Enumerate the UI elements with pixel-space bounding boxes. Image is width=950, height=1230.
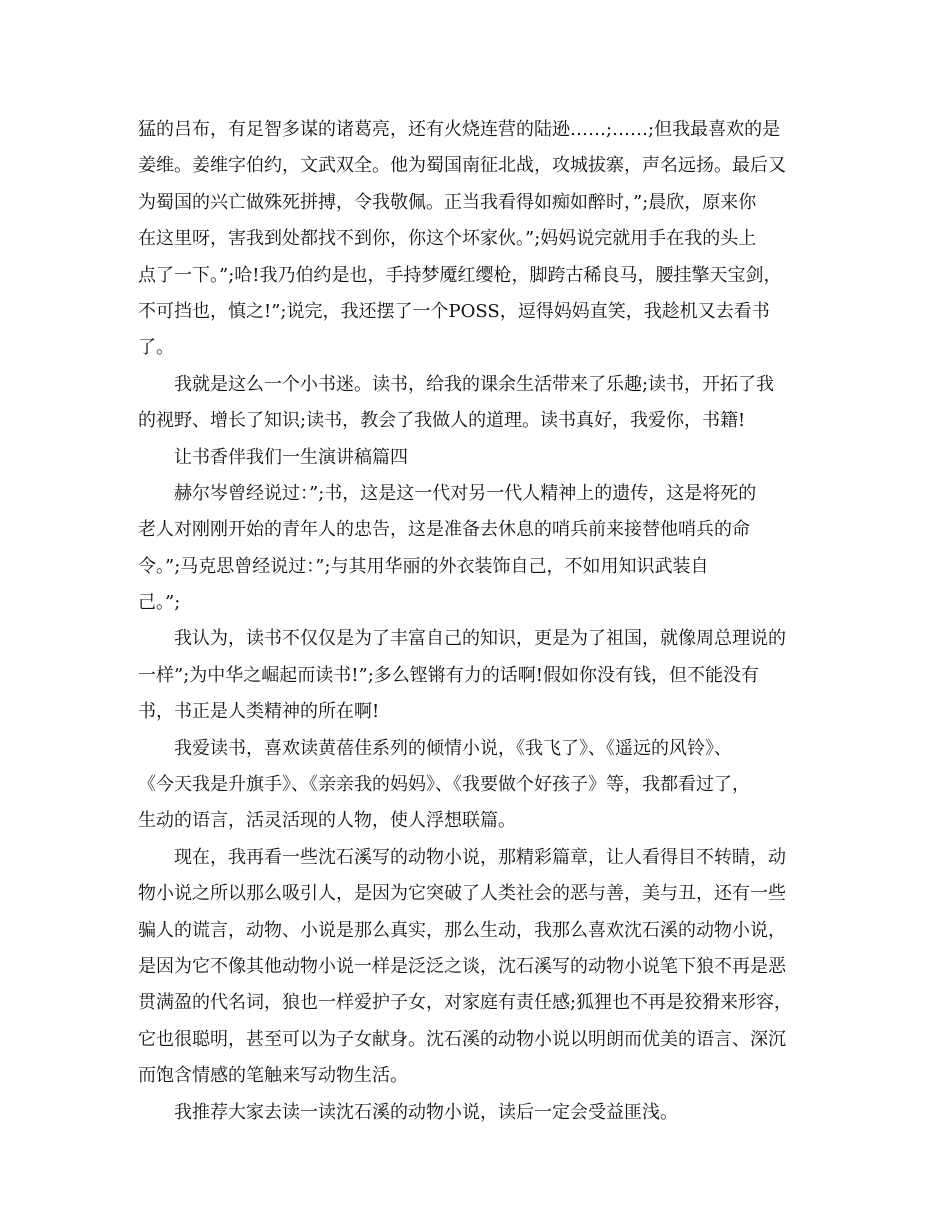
text-line: 点了一下。”;哈!我乃伯约是也，手持梦魇红缨枪，脚跨古稀良马，腰挂擎天宝剑， [138,264,782,286]
text-line: 猛的吕布，有足智多谋的诸葛亮，还有火烧连营的陆逊……;……;但我最喜欢的是 [138,119,781,140]
text-line: 它也很聪明，甚至可以为子女献身。沈石溪的动物小说以明朗而优美的语言、深沉 [138,1028,786,1050]
text-line: 是因为它不像其他动物小说一样是泛泛之谈，沈石溪写的动物小说笔下狼不再是恶 [138,955,786,977]
text-line: 老人对刚刚开始的青年人的忠告，这是准备去休息的哨兵前来接替他哨兵的命 [138,519,750,541]
text-line: 骗人的谎言，动物、小说是那么真实，那么生动，我那么喜欢沈石溪的动物小说， [138,919,786,941]
paragraph-start-line: 我就是这么一个小书迷。读书，给我的课余生活带来了乐趣;读书，开拓了我 [174,373,775,395]
text-line: 书，书正是人类精神的所在啊! [138,701,380,723]
text-line: 姜维。姜维字伯约，文武双全。他为蜀国南征北战，攻城拔寨，声名远扬。最后又 [138,155,786,177]
text-line: 物小说之所以那么吸引人，是因为它突破了人类社会的恶与善，美与丑，还有一些 [138,883,786,905]
text-line: 令。”;马克思曾经说过：”;与其用华丽的外衣装饰自己，不如用知识武装自 [138,555,709,577]
paragraph-start-line: 我认为，读书不仅仅是为了丰富自己的知识，更是为了祖国，就像周总理说的 [174,628,786,650]
paragraph-start-line: 现在，我再看一些沈石溪写的动物小说，那精彩篇章，让人看得目不转睛，动 [174,846,786,868]
text-line: 生动的语言，活灵活现的人物，使人浮想联篇。 [138,810,516,832]
document-body [138,112,828,1131]
paragraph-start-line: 我爱读书，喜欢读黄蓓佳系列的倾情小说，《我飞了》、《遥远的风铃》、 [174,737,732,759]
section-heading: 让书香伴我们一生演讲稿篇四 [174,446,408,468]
paragraph-start-line: 我推荐大家去读一读沈石溪的动物小说，读后一定会受益匪浅。 [174,1101,678,1123]
paragraph-start-line: 赫尔岑曾经说过：”;书，这是这一代对另一代人精神上的遗传，这是将死的 [174,482,757,504]
text-line: 己。”; [138,592,181,614]
text-line: 贯满盈的代名词，狼也一样爱护子女，对家庭有责任感;狐狸也不再是狡猾来形容， [138,992,793,1014]
text-line: 了。 [138,337,174,359]
text-line: 的视野、增长了知识;读书，教会了我做人的道理。读书真好，我爱你，书籍! [138,410,746,432]
text-line: 在这里呀，害我到处都找不到你，你这个坏家伙。”;妈妈说完就用手在我的头上 [138,228,757,250]
text-line: 不可挡也，慎之!”;说完，我还摆了一个POSS，逗得妈妈直笑，我趁机又去看书 [138,300,770,322]
text-line: 为蜀国的兴亡做殊死拼搏，令我敬佩。正当我看得如痴如醉时，”;晨欣，原来你 [138,191,757,213]
text-line: 而饱含情感的笔触来写动物生活。 [138,1065,408,1087]
text-line: 一样”;为中华之崛起而读书!”;多么铿锵有力的话啊!假如你没有钱，但不能没有 [138,664,759,686]
text-line: 《今天我是升旗手》、《亲亲我的妈妈》、《我要做个好孩子》等，我都看过了， [138,774,750,796]
